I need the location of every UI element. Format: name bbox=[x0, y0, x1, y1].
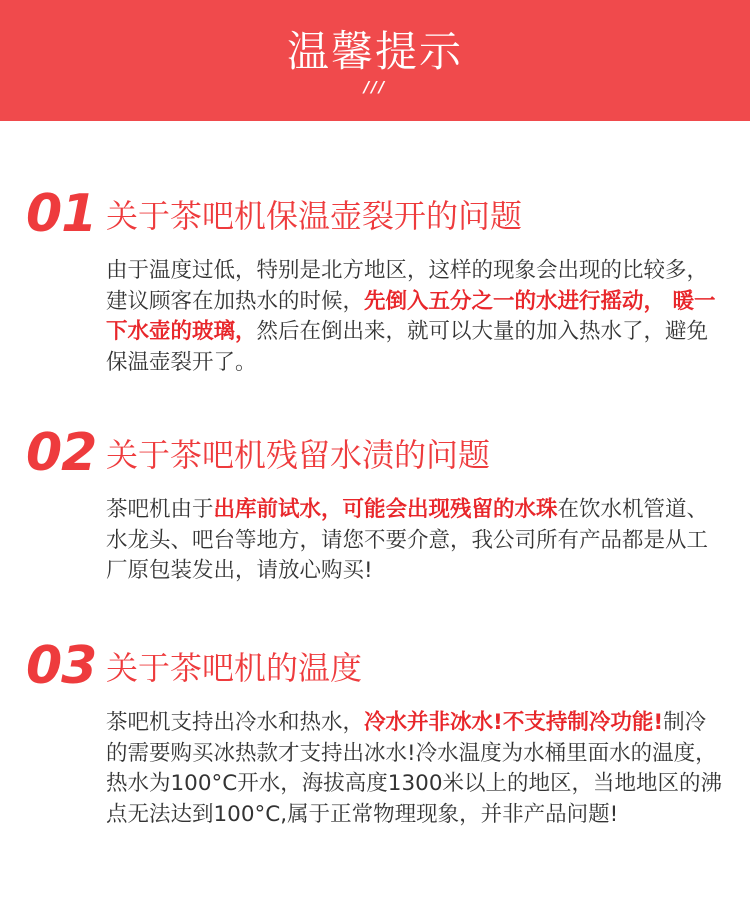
body-text: 由于温度过低，特别是北方地区，这样的现象会出现的比较多，建议顾客在加热水的时候， bbox=[106, 258, 709, 314]
section-title: 关于茶吧机保温壶裂开的问题 bbox=[106, 197, 523, 235]
section-title: 关于茶吧机的温度 bbox=[106, 649, 363, 687]
section-body bbox=[106, 256, 726, 378]
section-number: 03 bbox=[26, 636, 97, 696]
section-heading bbox=[0, 425, 750, 485]
section-heading bbox=[0, 638, 750, 698]
tip-section-3 bbox=[0, 636, 750, 827]
section-heading bbox=[0, 186, 750, 246]
page-title: 温馨提示 bbox=[286, 27, 463, 76]
body-text: 然后在倒出来，就可以大量的加入热水了，避免保温壶裂开了。 bbox=[106, 319, 709, 375]
body-text: 茶吧机支持出冷水和热水， bbox=[106, 710, 365, 735]
tip-section-1 bbox=[0, 184, 750, 375]
highlight-text: 冷水并非冰水!不支持制冷功能! bbox=[364, 710, 664, 735]
body-text: 在饮水机管道、水龙头、吧台等地方，请您不要介意，我公司所有产品都是从工厂原包装发出，请放心购买! bbox=[106, 497, 709, 583]
tip-section-2 bbox=[0, 423, 750, 583]
section-number: 01 bbox=[26, 184, 97, 244]
highlight-text: 出库前试水，可能会出现残留的水珠 bbox=[213, 497, 558, 522]
header-banner bbox=[0, 0, 750, 121]
highlight-text: 先倒入五分之一的水进行摇动， 暖一下水壶的玻璃， bbox=[106, 288, 716, 344]
body-text: 制冷的需要购买冰热款才支持出冰水!冷水温度为水桶里面水的温度，热水为100°C开水，海拔高度1300米以上的地区，当地地区的沸点无法达到100°C,属于正常物理现象，并非产品问题! bbox=[106, 710, 723, 827]
body-text: 茶吧机由于 bbox=[106, 497, 214, 522]
decorative-slash-marks: /// bbox=[363, 78, 387, 96]
section-body bbox=[106, 708, 726, 830]
section-title: 关于茶吧机残留水渍的问题 bbox=[106, 436, 491, 474]
section-body bbox=[106, 495, 726, 587]
section-number: 02 bbox=[26, 423, 97, 483]
